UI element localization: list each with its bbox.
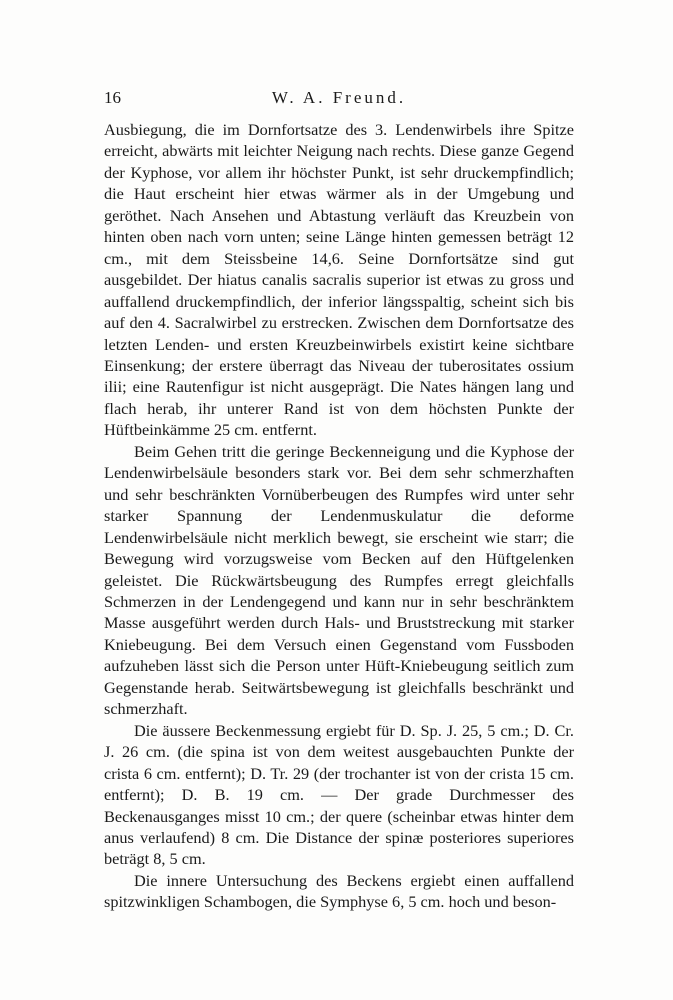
- paragraph: Beim Gehen tritt die geringe Beckenneigung und die Kyphose der Lendenwirbelsäule besonders stark vor. Bei dem sehr schmerzhaften und sehr beschränkten Vornüberbeugen des Rumpfes wird unter sehr starker Spannung der Lendenmuskulatur die deforme Lendenwirbelsäule nicht merklich bewegt, sie erscheint wie starr; die Bewegung wird vorzugsweise vom Becken auf den Hüftgelenken geleistet. Die Rückwärtsbeugung des Rumpfes erregt gleichfalls Schmerzen in der Lendengegend und kann nur in sehr beschränktem Masse ausgeführt werden durch Hals- und Bruststreckung mit starker Kniebeugung. Bei dem Versuch einen Gegenstand vom Fussboden aufzuheben lässt sich die Person unter Hüft-Kniebeugung seitlich zum Gegenstande herab. Seitwärtsbewegung ist gleichfalls beschränkt und schmerzhaft.: [104, 441, 574, 719]
- page-number: 16: [104, 88, 121, 107]
- paragraph: Die äussere Beckenmessung ergiebt für D. Sp. J. 25, 5 cm.; D. Cr. J. 26 cm. (die spina ist von dem weitest ausgebauchten Punkte der crista 6 cm. entfernt); D. Tr. 29 (der trochanter ist von der crista 15 cm. entfernt); D. B. 19 cm. — Der grade Durchmesser des Beckenausganges misst 10 cm.; der quere (scheinbar etwas hinter dem anus verlaufend) 8 cm. Die Distance der spinæ posteriores superiores beträgt 8, 5 cm.: [104, 720, 574, 869]
- paragraph: Ausbiegung, die im Dornfortsatze des 3. Lendenwirbels ihre Spitze erreicht, abwärts mit leichter Neigung nach rechts. Diese ganze Gegend der Kyphose, vor allem ihr höchster Punkt, ist sehr druckempfindlich; die Haut erscheint hier etwas wärmer als in der Umgebung und geröthet. Nach Ansehen und Abtastung verläuft das Kreuzbein von hinten oben nach vorn unten; seine Länge hinten gemessen beträgt 12 cm., mit dem Steissbeine 14,6. Seine Dornfortsätze sind gut ausgebildet. Der hiatus canalis sacralis superior ist etwas zu gross und auffallend druckempfindlich, der inferior längsspaltig, scheint sich bis auf den 4. Sacralwirbel zu erstrecken. Zwischen dem Dornfortsatze des letzten Lenden- und ersten Kreuzbeinwirbels existirt keine sichtbare Einsenkung; der erstere überragt das Niveau der tuberositates ossium ilii; eine Rautenfigur ist nicht ausgeprägt. Die Nates hängen lang und flach herab, ihr unterer Rand ist von dem höchsten Punkte der Hüftbeinkämme 25 cm. entfernt.: [104, 120, 574, 440]
- body-text: [104, 119, 574, 913]
- paragraph: Die innere Untersuchung des Beckens ergiebt einen auffallend spitzwinkligen Schambogen, die Symphyse 6, 5 cm. hoch und beson-: [104, 870, 574, 912]
- page-header: [104, 88, 574, 112]
- running-head: W. A. Freund.: [271, 88, 407, 107]
